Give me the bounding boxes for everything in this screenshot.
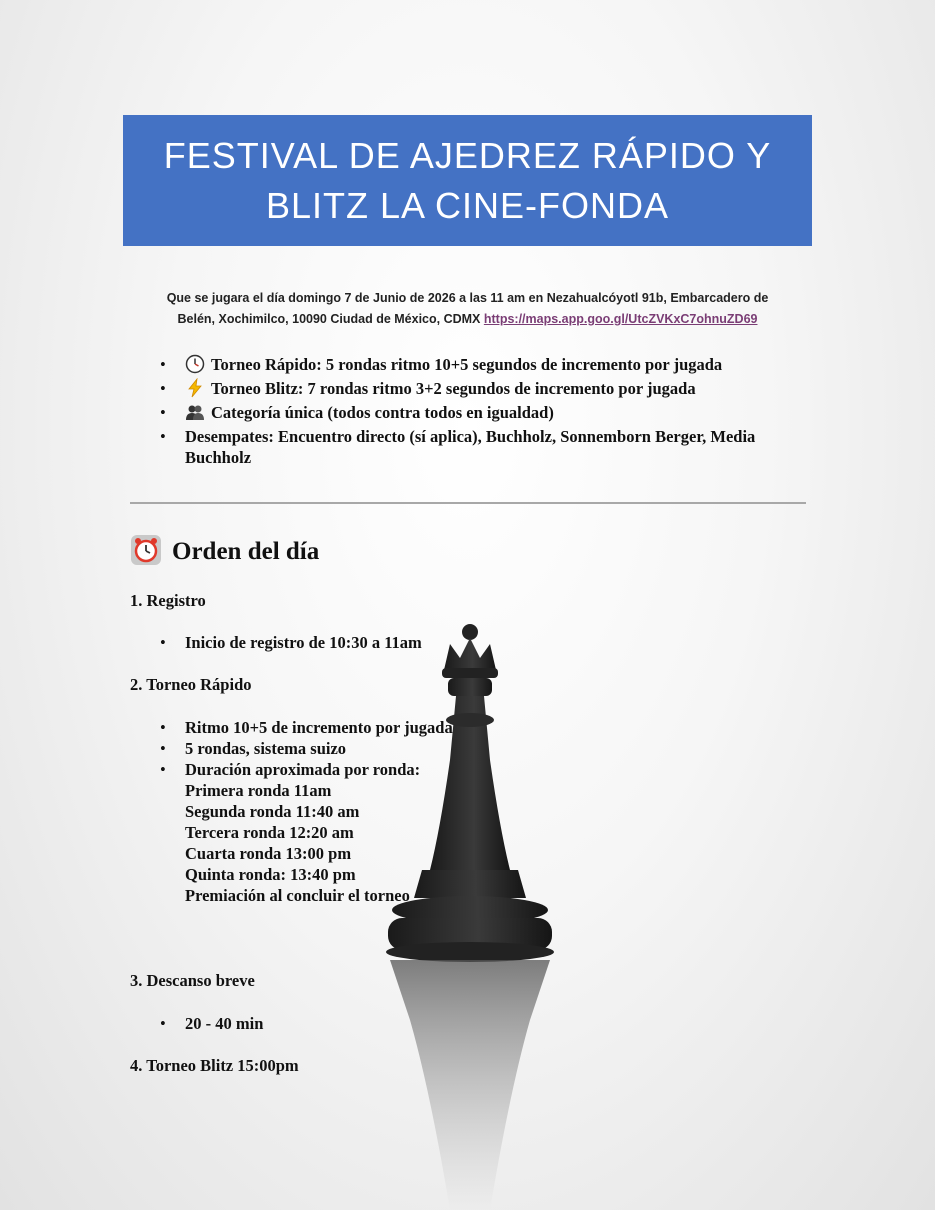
alarm-clock-icon [130, 534, 162, 566]
round-1: Primera ronda 11am [185, 781, 332, 800]
chess-queen-image [360, 620, 580, 1210]
list-item [160, 402, 820, 423]
descanso-list [160, 1013, 660, 1034]
list-item: • Ritmo 10+5 de incremento por jugada [160, 717, 660, 738]
list-item [160, 759, 660, 906]
divider [130, 502, 806, 504]
round-4: Cuarta ronda 13:00 pm [185, 844, 352, 863]
duration-label: Duración aproximada por ronda: [185, 760, 421, 779]
list-item: • 5 rondas, sistema suizo [160, 738, 660, 759]
bullet-text: Torneo Blitz: 7 rondas ritmo 3+2 segundos de incremento por jugada [211, 379, 696, 398]
list-item [160, 354, 820, 375]
list-item: • 20 - 40 min [160, 1013, 660, 1034]
agenda-heading-rapido: 2. Torneo Rápido [130, 675, 252, 694]
agenda-heading-blitz: 4. Torneo Blitz 15:00pm [130, 1056, 299, 1075]
section-heading [130, 534, 319, 569]
list-item [160, 378, 820, 399]
round-3: Tercera ronda 12:20 am [185, 823, 354, 842]
lightning-icon [185, 378, 205, 398]
round-2: Segunda ronda 11:40 am [185, 802, 360, 821]
registro-list [160, 632, 660, 653]
list-item [160, 426, 820, 468]
agenda-heading-registro: 1. Registro [130, 591, 206, 610]
people-icon [185, 402, 205, 422]
event-intro [140, 288, 795, 330]
intro-text-2: Belén, Xochimilco, 10090 Ciudad de México, CDMX [177, 312, 484, 326]
rapido-list [160, 717, 660, 906]
bullet-text: Desempates: Encuentro directo (sí aplica), Buchholz, Sonnemborn Berger, Media Buchholz [185, 427, 756, 467]
maps-link[interactable]: https://maps.app.goo.gl/UtcZVKxC7ohnuZD69 [483, 312, 758, 326]
bullet-text: Torneo Rápido: 5 rondas ritmo 10+5 segundos de incremento por jugada [211, 355, 723, 374]
bullet-text: Categoría única (todos contra todos en igualdad) [211, 403, 554, 422]
title-banner [123, 115, 812, 246]
tournament-summary-list [160, 354, 820, 471]
intro-text-1: Que se jugara el día domingo 7 de Junio de 2026 a las 11 am en Nezahualcóyotl 91b, Embarcadero de [166, 291, 769, 305]
round-5: Quinta ronda: 13:40 pm [185, 865, 356, 884]
list-item: • Inicio de registro de 10:30 a 11am [160, 632, 660, 653]
title-line-2: BLITZ LA CINE-FONDA [265, 185, 670, 226]
title-line-1: FESTIVAL DE AJEDREZ RÁPIDO Y [163, 135, 772, 176]
clock-icon [185, 354, 205, 374]
agenda-heading-descanso: 3. Descanso breve [130, 971, 255, 990]
section-title: Orden del día [172, 538, 320, 565]
awards: Premiación al concluir el torneo [185, 886, 410, 905]
